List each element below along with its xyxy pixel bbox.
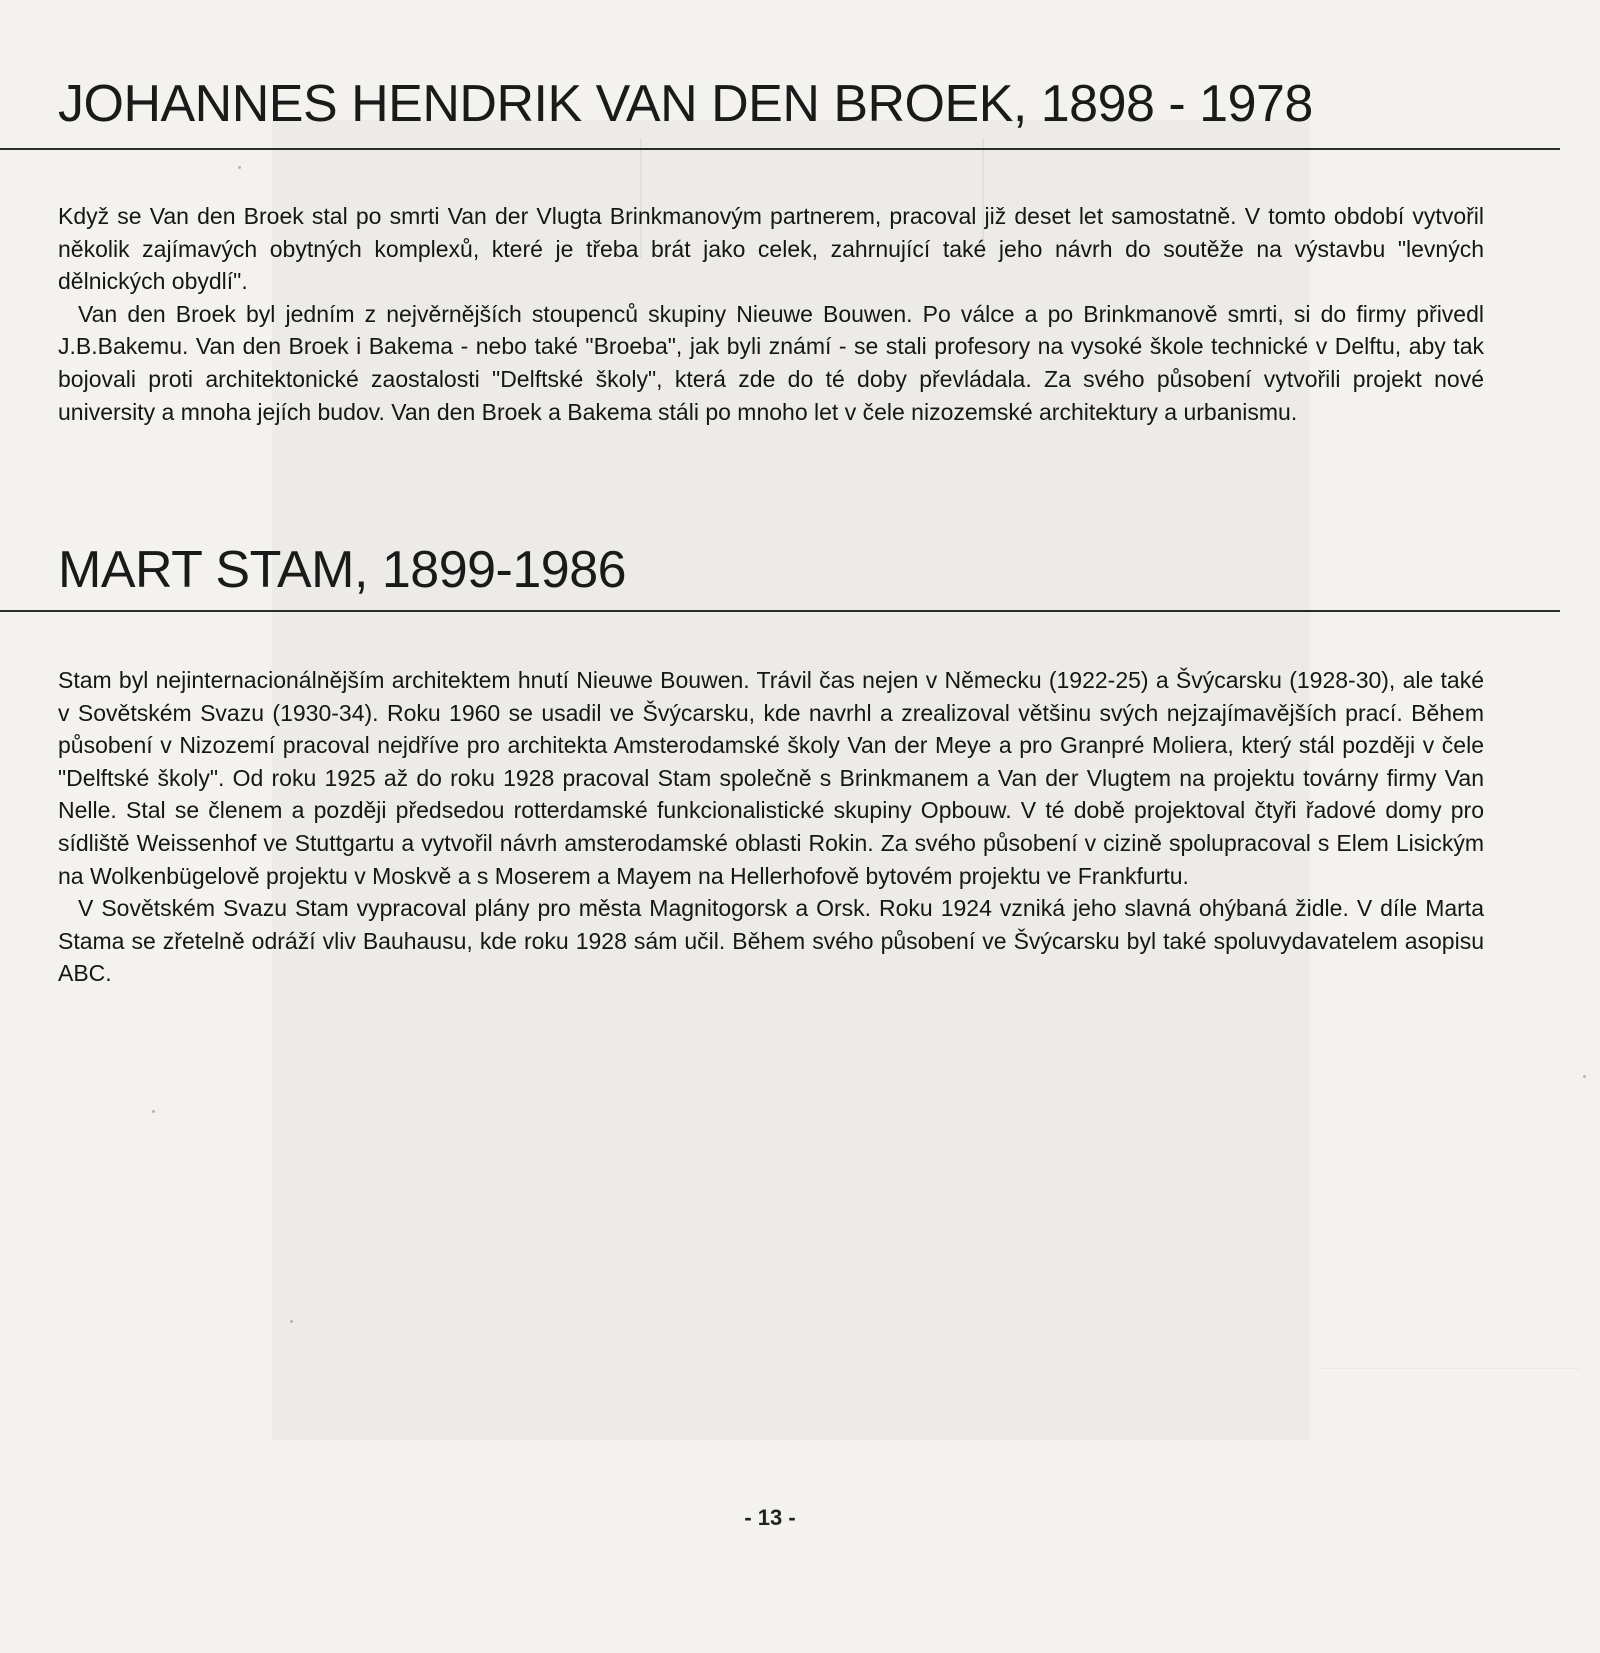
show-through-caption xyxy=(1320,1368,1580,1429)
section-body xyxy=(58,664,1484,990)
paragraph: V Sovětském Svazu Stam vypracoval plány pro města Magnitogorsk a Orsk. Roku 1924 vzniká jeho slavná ohýbaná židle. V díle Marta Stama se zřetelně odráží vliv Bauhausu, kde roku 1928 sám učil. Během svého působení ve Švýcarsku byl také spoluvydavatelem asopisu ABC. xyxy=(58,895,1484,987)
paragraph: Stam byl nejinternacionálnějším architektem hnutí Nieuwe Bouwen. Trávil čas nejen v Německu (1922-25) a Švýcarsku (1928-30), ale také v Sovětském Svazu (1930-34). Roku 1960 se usadil ve Švýcarsku, kde navrhl a zrealizoval většinu svých nejzajímavějších prací. Během působení v Nizozemí pracoval nejdříve pro architekta Amsterodamské školy Van der Meye a pro Granpré Moliera, který stál později v čele "Delftské školy". Od roku 1925 až do roku 1928 pracoval Stam společně s Brinkmanem a Van der Vlugtem na projektu továrny firmy Van Nelle. Stal se členem a později předsedou rotterdamské funkcionalistické skupiny Opbouw. V té době projektoval čtyři řadové domy pro sídliště Weissenhof ve Stuttgartu a vytvořil návrh amsterodamské oblasti Rokin. Za svého působení v cizině spolupracoval s Elem Lisickým na Wolkenbügelově projektu v Moskvě a s Moserem a Mayem na Hellerhofově bytovém projektu ve Frankfurtu. xyxy=(58,667,1484,889)
paragraph: Van den Broek byl jedním z nejvěrnějších stoupenců skupiny Nieuwe Bouwen. Po válce a po Brinkmanově smrti, si do firmy přivedl J.B.Bakemu. Van den Broek i Bakema - nebo také "Broeba", jak byli známí - se stali profesory na vysoké škole technické v Delftu, aby tak bojovali proti architektonické zaostalosti "Delftské školy", která zde do té doby převládala. Za svého působení vytvořili projekt nové university a mnoha jejích budov. Van den Broek a Bakema stáli po mnoho let v čele nizozemské architektury a urbanismu. xyxy=(58,300,1484,425)
paper-speck xyxy=(152,1110,155,1113)
paper-speck xyxy=(290,1320,293,1323)
section-heading: MART STAM, 1899-1986 xyxy=(58,541,627,599)
paper-speck xyxy=(1583,1075,1586,1078)
section-heading: JOHANNES HENDRIK VAN DEN BROEK, 1898 - 1978 xyxy=(58,75,1313,133)
page-number: - 13 - xyxy=(744,1505,796,1530)
heading-rule xyxy=(0,148,1560,150)
heading-rule xyxy=(0,610,1560,612)
section-body xyxy=(58,200,1484,428)
paper-speck xyxy=(238,166,241,169)
paragraph: Když se Van den Broek stal po smrti Van der Vlugta Brinkmanovým partnerem, pracoval již deset let samostatně. V tomto období vytvořil několik zajímavých obytných komplexů, které je třeba brát jako celek, zahrnující také jeho návrh do soutěže na výstavbu "levných dělnických obydlí". xyxy=(58,203,1484,295)
